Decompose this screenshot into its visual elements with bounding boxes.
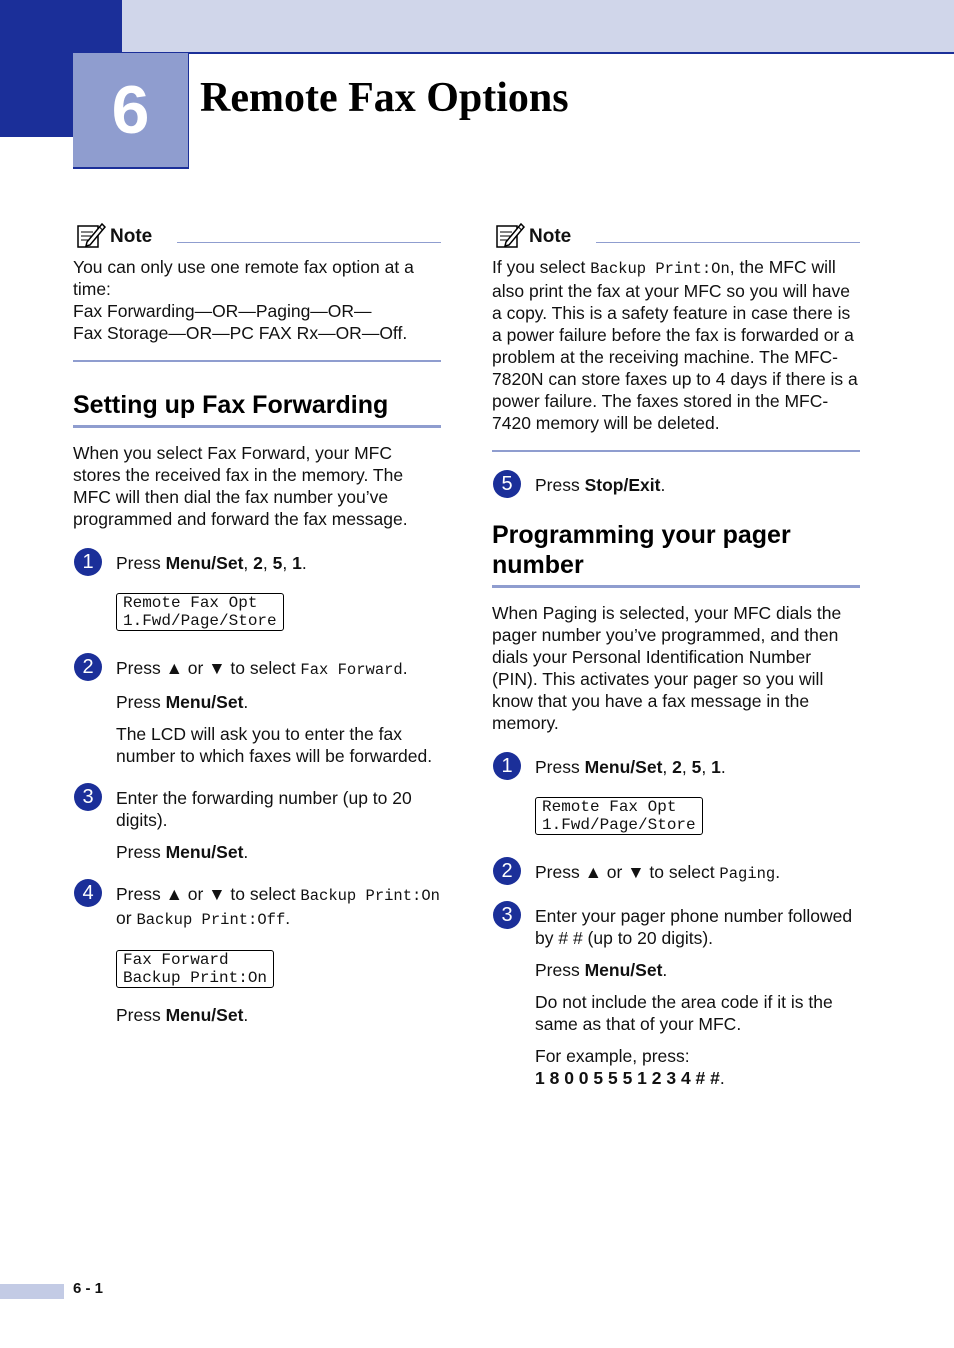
menu-set-key: Menu/Set (584, 960, 663, 980)
section-intro: When you select Fax Forward, your MFC stores the received fax in the memory. The MFC will then dial the fax number you’ve programmed and forward the fax message. (73, 443, 408, 529)
section-title-fax-forwarding: Setting up Fax Forwarding (73, 390, 441, 428)
step-instruction: Press ▲ or ▼ to select Backup Print:On or Backup Print:Off. (116, 884, 440, 929)
step-4 (73, 883, 441, 1026)
menu-set-key: Menu/Set (165, 553, 244, 573)
lcd-line: 1.Fwd/Page/Store (123, 612, 277, 630)
menu-set-key: Menu/Set (165, 1005, 244, 1025)
note-end-rule (492, 450, 860, 452)
menu-set-key: Menu/Set (584, 757, 663, 777)
note-end-rule (73, 360, 441, 362)
step-number: 2 (74, 653, 102, 681)
lcd-option: Backup Print:On (300, 887, 440, 905)
lcd-display (535, 797, 703, 835)
step-1 (73, 552, 441, 637)
section-title-pager: Programming your pager number (492, 520, 860, 588)
step-detail: Do not include the area code if it is the same as that of your MFC. (535, 992, 833, 1034)
lcd-option: Fax Forward (300, 661, 403, 679)
note-header (73, 218, 441, 254)
step-number: 5 (493, 470, 521, 498)
header-light-band (122, 0, 954, 52)
lcd-line: Fax Forward (123, 951, 229, 969)
page-number: 6 - 1 (73, 1280, 104, 1297)
step-3 (73, 787, 441, 863)
step-detail: The LCD will ask you to enter the fax number to which faxes will be forwarded. (116, 724, 433, 766)
lcd-option: Backup Print:On (590, 260, 730, 278)
lcd-line: Backup Print:On (123, 969, 268, 987)
example-key-sequence: 1 8 0 0 5 5 5 1 2 3 4 # # (535, 1068, 720, 1088)
step-number: 4 (74, 879, 102, 907)
step-5 (492, 474, 860, 496)
step-instruction: Press Menu/Set. (116, 842, 249, 862)
step-instruction: Press ▲ or ▼ to select Fax Forward. (116, 658, 408, 679)
step-instruction: Press Menu/Set. (116, 692, 249, 712)
note-rule (596, 242, 860, 243)
menu-set-key: Menu/Set (165, 692, 244, 712)
note-line: You can only use one remote fax option at a time: (73, 257, 414, 299)
step-3 (492, 905, 860, 1089)
step-instruction: Press Menu/Set, 2, 5, 1. (116, 553, 307, 573)
step-instruction: Enter your pager phone number followed by # # (up to 20 digits). (535, 906, 853, 948)
footer-bar (0, 1284, 64, 1299)
note-line: Fax Storage—OR—PC FAX Rx—OR—Off. (73, 323, 408, 343)
step-instruction: Press Menu/Set. (116, 1005, 249, 1025)
note-body (73, 256, 441, 344)
left-column (73, 218, 441, 1026)
note-pencil-icon (495, 221, 525, 249)
right-column (492, 218, 860, 1089)
lcd-line: Remote Fax Opt (123, 594, 258, 612)
step-number: 3 (74, 783, 102, 811)
note-label: Note (529, 226, 572, 247)
note-rule (177, 242, 441, 243)
lcd-display (116, 950, 274, 988)
step-2 (73, 657, 441, 767)
header-rule (122, 52, 954, 54)
lcd-line: 1.Fwd/Page/Store (542, 816, 696, 834)
note-label: Note (110, 226, 153, 247)
step-number: 2 (493, 857, 521, 885)
lcd-line: Remote Fax Opt (542, 798, 677, 816)
step-example: For example, press: 1 8 0 0 5 5 5 1 2 3 4 # #. (535, 1046, 725, 1088)
step-number: 1 (74, 548, 102, 576)
lcd-display (116, 593, 284, 631)
step-instruction: Press ▲ or ▼ to select Paging. (535, 862, 781, 883)
step-instruction: Press Stop/Exit. (535, 475, 666, 495)
step-instruction: Enter the forwarding number (up to 20 digits). (116, 788, 412, 830)
lcd-option: Paging (719, 865, 776, 883)
chapter-number-box: 6 (73, 53, 189, 169)
note-body: If you select Backup Print:On, the MFC will also print the fax at your MFC so you will have a copy. This is a safety feature in case there is a power failure before the fax is forwarded or a problem at the receiving machine. The MFC-7820N can store faxes up to 4 days if there is a power failure. The faxes stored in the MFC-7420 memory will be deleted. (492, 257, 858, 433)
stop-exit-key: Stop/Exit (584, 475, 661, 495)
step-instruction: Press Menu/Set. (535, 960, 668, 980)
step-instruction: Press Menu/Set, 2, 5, 1. (535, 757, 726, 777)
section-intro: When Paging is selected, your MFC dials the pager number you’ve programmed, and then dials your Personal Identification Number (PIN). This activates your pager so you will know that you have a fax message in the memory. (492, 603, 842, 733)
chapter-title: Remote Fax Options (200, 75, 569, 121)
step-number: 3 (493, 901, 521, 929)
lcd-option: Backup Print:Off (136, 911, 286, 929)
step-number: 1 (493, 752, 521, 780)
note-header (492, 218, 860, 254)
step-1 (492, 756, 860, 841)
note-pencil-icon (76, 221, 106, 249)
step-2 (492, 861, 860, 885)
menu-set-key: Menu/Set (165, 842, 244, 862)
note-line: Fax Forwarding—OR—Paging—OR— (73, 301, 372, 321)
